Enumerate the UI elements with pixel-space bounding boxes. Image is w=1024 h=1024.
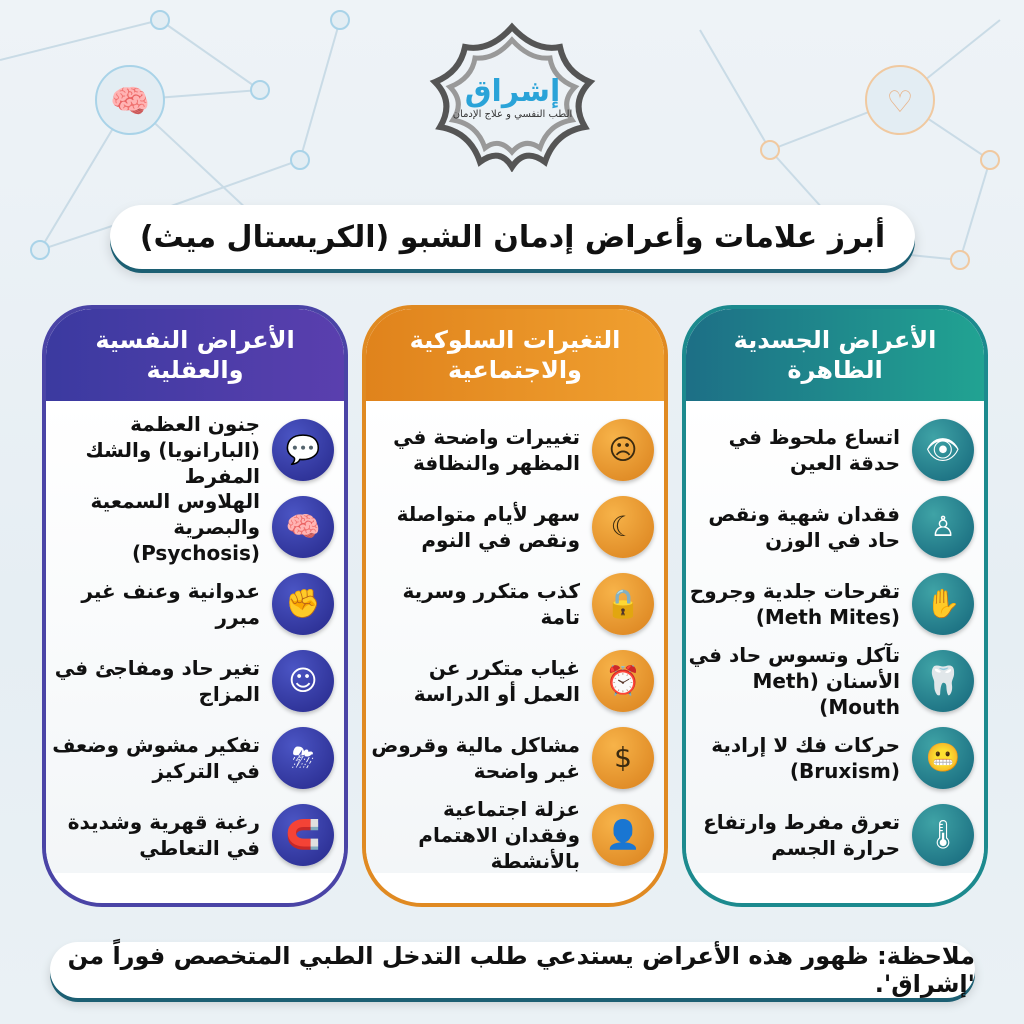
masked-lock-icon: 🔒 (592, 573, 654, 635)
item-text: غياب متكرر عن العمل أو الدراسة (413, 655, 580, 706)
money-bag-icon: $ (592, 727, 654, 789)
heart-pulse-icon: ♡ (886, 85, 914, 120)
list-item (366, 488, 664, 565)
column-header: الأعراض النفسية والعقلية (46, 309, 344, 401)
column-physical (682, 305, 988, 907)
item-text: اتساع ملحوظ في حدقة العين (728, 424, 900, 475)
item-text: عدوانية وعنف غير مبرر (81, 578, 260, 629)
person-icon: ♙ (912, 496, 974, 558)
clock-cross-icon: ⏰ (592, 650, 654, 712)
paranoid-person-icon: 💬 (272, 419, 334, 481)
item-text: تقرحات جلدية وجروح (Meth Mites) (689, 578, 900, 629)
logo (425, 22, 600, 172)
list-item (366, 719, 664, 796)
item-text: تعرق مفرط وارتفاع حرارة الجسم (703, 809, 900, 860)
column-header: التغيرات السلوكية والاجتماعية (366, 309, 664, 401)
list-item (46, 565, 344, 642)
item-text: سهر لأيام متواصلة ونقص في النوم (396, 501, 580, 552)
list-item (686, 488, 984, 565)
brain-sound-icon: 🧠 (272, 496, 334, 558)
list-item (46, 642, 344, 719)
list-item (366, 565, 664, 642)
teeth-jaw-icon: 😬 (912, 727, 974, 789)
list-item (46, 796, 344, 873)
column-behavioral (362, 305, 668, 907)
logo-brand: إشراق (464, 74, 561, 109)
column-header: الأعراض الجسدية الظاهرة (686, 309, 984, 401)
eye-icon: 👁 (912, 419, 974, 481)
list-item (686, 642, 984, 719)
user-icon: 👤 (592, 804, 654, 866)
list-item (46, 488, 344, 565)
list-item (686, 565, 984, 642)
list-item (686, 411, 984, 488)
page-title: أبرز علامات وأعراض إدمان الشبو (الكريستال ميث) (110, 205, 915, 269)
magnet-icon: 🧲 (272, 804, 334, 866)
item-text: الهلاوس السمعية والبصرية (Psychosis) (90, 488, 260, 565)
item-text: تآكل وتسوس حاد في الأسنان (Meth Mouth) (688, 642, 900, 719)
note-banner: ملاحظة: ظهور هذه الأعراض يستدعي طلب التدخل الطبي المتخصص فوراً من 'إشراق'. (50, 942, 975, 998)
list-item (686, 719, 984, 796)
item-text: فقدان شهية ونقص حاد في الوزن (708, 501, 900, 552)
item-text: مشاكل مالية وقروض غير واضحة (371, 732, 580, 783)
fist-icon: ✊ (272, 573, 334, 635)
list-item (366, 411, 664, 488)
item-text: كذب متكرر وسرية تامة (402, 578, 580, 629)
sweating-thermometer-icon: 🌡 (912, 804, 974, 866)
list-item (686, 796, 984, 873)
messy-person-icon: ☹ (592, 419, 654, 481)
item-text: تفكير مشوش وضعف في التركيز (52, 732, 260, 783)
brain-icon: 🧠 (110, 82, 150, 120)
item-text: تغييرات واضحة في المظهر والنظافة (393, 424, 580, 475)
item-text: حركات فك لا إرادية (Bruxism) (711, 732, 900, 783)
column-psychological (42, 305, 348, 907)
item-text: عزلة اجتماعية وفقدان الاهتمام بالأنشطة (418, 796, 580, 873)
item-text: تغير حاد ومفاجئ في المزاج (54, 655, 260, 706)
mood-faces-icon: ☺ (272, 650, 334, 712)
list-item (46, 719, 344, 796)
tooth-icon: 🦷 (912, 650, 974, 712)
hand-sores-icon: ✋ (912, 573, 974, 635)
list-item (366, 796, 664, 873)
logo-subtitle: الطب النفسي و علاج الإدمان (452, 109, 573, 120)
list-item (46, 411, 344, 488)
item-text: رغبة قهرية وشديدة في التعاطي (67, 809, 260, 860)
item-text: جنون العظمة (البارانويا) والشك المفرط (85, 411, 260, 488)
storm-cloud-icon: ⛈ (272, 727, 334, 789)
eye-moon-icon: ☾ (592, 496, 654, 558)
list-item (366, 642, 664, 719)
